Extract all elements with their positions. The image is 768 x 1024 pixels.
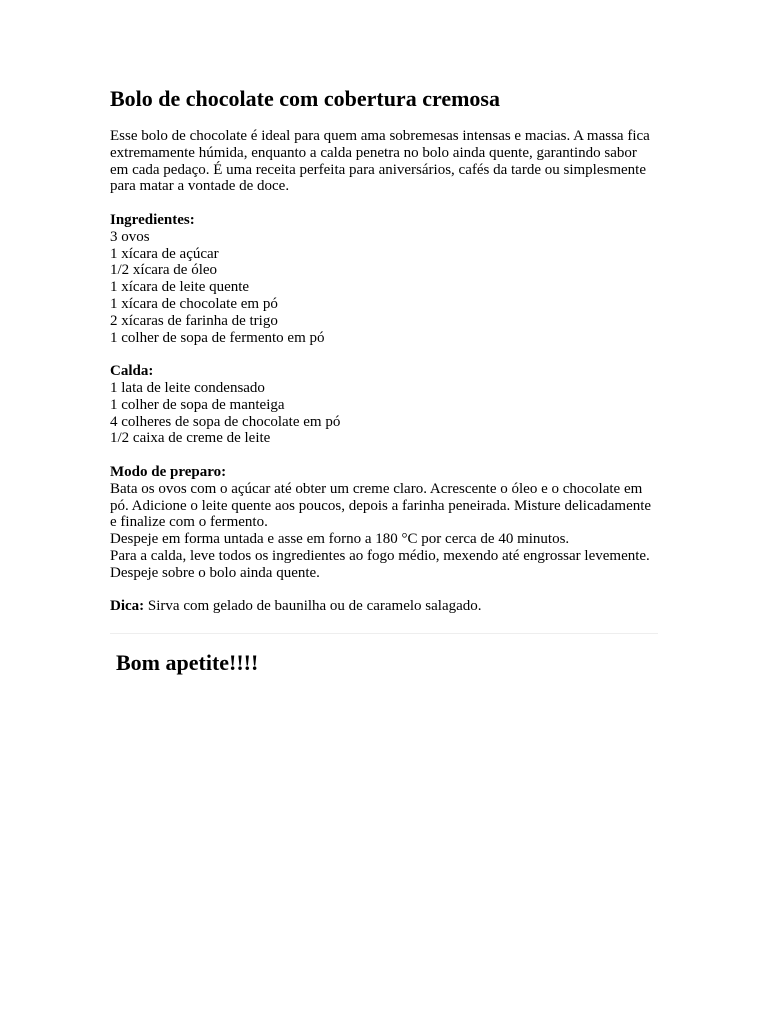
ingredient-item: 1 xícara de chocolate em pó — [110, 295, 278, 312]
ingredient-item: 1/2 xícara de óleo — [110, 262, 218, 279]
recipe-tip — [110, 598, 658, 615]
ingredient-item: 2 xícaras de farinha de trigo — [110, 312, 278, 329]
tip-text: Sirva com gelado de baunilha ou de caramelo salagado. — [144, 598, 482, 615]
recipe-title: Bolo de chocolate com cobertura cremosa — [110, 86, 500, 111]
calda-item: 1/2 caixa de creme de leite — [110, 430, 271, 447]
recipe-body — [110, 128, 658, 615]
calda-item: 1 lata de leite condensado — [110, 379, 265, 396]
ingredients-section — [110, 212, 658, 346]
calda-heading: Calda: — [110, 363, 154, 380]
calda-section — [110, 363, 658, 447]
ingredient-item: 1 xícara de açúcar — [110, 245, 219, 262]
preparo-heading: Modo de preparo: — [110, 463, 227, 480]
ingredient-item: 1 colher de sopa de fermento em pó — [110, 329, 325, 346]
ingredient-item: 3 ovos — [110, 228, 150, 245]
tip-label: Dica: — [110, 598, 145, 615]
preparo-section — [110, 464, 658, 582]
calda-item: 4 colheres de sopa de chocolate em pó — [110, 413, 341, 430]
calda-item: 1 colher de sopa de manteiga — [110, 396, 285, 413]
preparo-step: Despeje em forma untada e asse em forno a 180 °C por cerca de 40 minutos. — [110, 531, 570, 548]
horizontal-divider — [110, 633, 658, 634]
ingredient-item: 1 xícara de leite quente — [110, 279, 250, 296]
preparo-step: Para a calda, leve todos os ingredientes ao fogo médio, mexendo até engrossar levemente. Despeje sobre o bolo ainda quente. — [110, 547, 650, 581]
preparo-step: Bata os ovos com o açúcar até obter um creme claro. Acrescente o óleo e o chocolate em pó. Adicione o leite quente aos poucos, depois a farinha peneirada. Misture delicadamente e finalize com o fermento. — [110, 480, 652, 531]
ingredients-heading: Ingredientes: — [110, 211, 195, 228]
recipe-intro: Esse bolo de chocolate é ideal para quem ama sobremesas intensas e macias. A massa fica extremamente húmida, enquanto a calda penetra no bolo ainda quente, garantindo sabor em cada pedaço. É uma receita perfeita para aniversários, cafés da tarde ou simplesmente para matar a vontade de doce. — [110, 128, 650, 195]
closing-message: Bom apetite!!!! — [116, 650, 259, 675]
